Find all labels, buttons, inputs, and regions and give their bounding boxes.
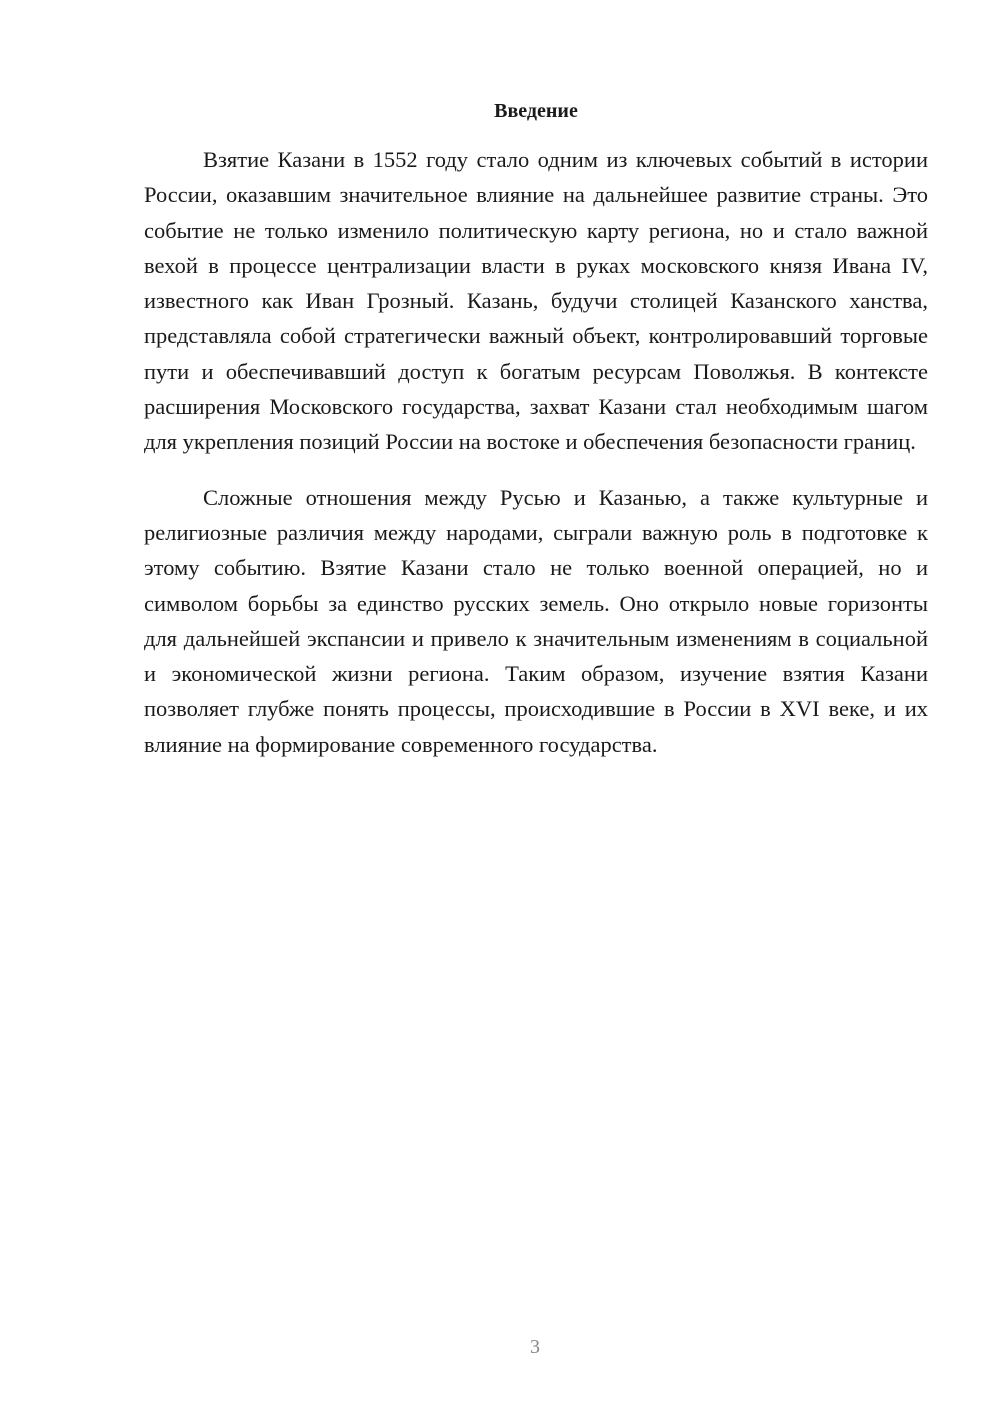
section-title: Введение	[494, 100, 578, 122]
document-body	[144, 96, 928, 762]
paragraph-1: Взятие Казани в 1552 году стало одним из ключевых событий в истории России, оказавшим значительное влияние на дальнейшее развитие страны. Это событие не только изменило политическую карту региона, но и стало важной вехой в процессе централизации власти в руках московского князя Ивана IV, известного как Иван Грозный. Казань, будучи столицей Казанского ханства, представляла собой стратегически важный объект, контролировавший торговые пути и обеспечивавший доступ к богатым ресурсам Поволжья. В контексте расширения Московского государства, захват Казани стал необходимым шагом для укрепления позиций России на востоке и обеспечения безопасности границ.	[144, 147, 928, 455]
page-number: 3	[530, 1336, 540, 1358]
paragraph-2: Сложные отношения между Русью и Казанью, а также культурные и религиозные различия между народами, сыграли важную роль в подготовке к этому событию. Взятие Казани стало не только военной операцией, но и символом борьбы за единство русских земель. Оно открыло новые горизонты для дальнейшей экспансии и привело к значительным изменениям в социальной и экономической жизни региона. Таким образом, изучение взятия Казани позволяет глубже понять процессы, происходившие в России в XVI веке, и их влияние на формирование современного государства.	[144, 484, 928, 757]
